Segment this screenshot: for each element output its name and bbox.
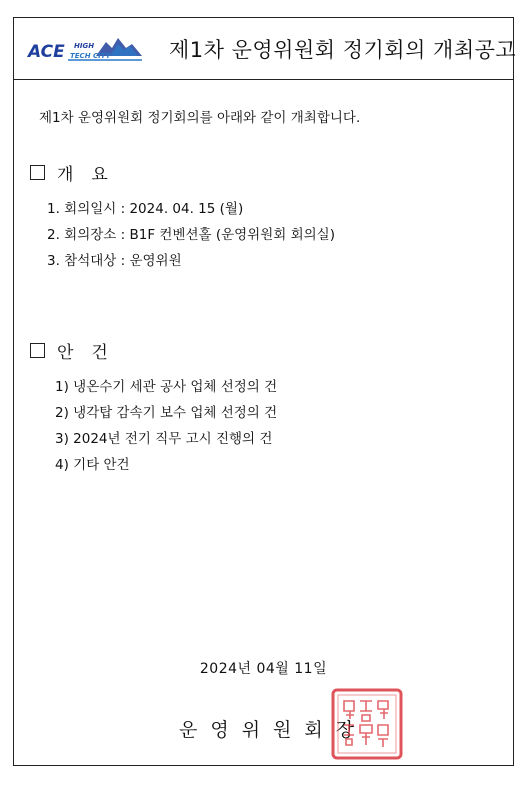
document-header — [14, 18, 517, 80]
checkbox-square-icon — [30, 165, 45, 180]
agenda-heading — [30, 338, 126, 363]
official-seal-stamp — [330, 687, 404, 761]
list-item: 1) 냉온수기 세관 공사 업체 선정의 건 — [55, 379, 278, 395]
signer-name: 운영위원회장 — [179, 719, 368, 741]
list-item: 3. 참석대상 : 운영위원 — [47, 253, 182, 269]
agenda-list — [55, 374, 277, 478]
list-item: 2. 회의장소 : B1F 컨벤션홀 (운영위원회 회의실) — [47, 227, 335, 243]
ace-high-tech-city-logo — [26, 34, 146, 64]
document-frame — [13, 17, 517, 766]
list-item: 2) 냉각탑 감속기 보수 업체 선정의 건 — [55, 405, 278, 421]
list-item: 3) 2024년 전기 직무 고시 진행의 건 — [55, 431, 273, 447]
svg-text:HIGH: HIGH — [74, 42, 95, 50]
announcement-date: 2024년 04월 11일 — [199, 661, 328, 677]
overview-list — [47, 196, 335, 274]
overview-heading — [30, 160, 126, 185]
list-item: 4) 기타 안건 — [55, 457, 130, 473]
svg-text:ACE: ACE — [28, 42, 65, 62]
list-item: 1. 회의일시 : 2024. 04. 15 (월) — [47, 201, 244, 217]
intro-text: 제1차 운영위원회 정기회의를 아래와 같이 개최합니다. — [39, 110, 361, 126]
svg-text:TECH CITY: TECH CITY — [70, 52, 111, 60]
overview-heading-label: 개요 — [57, 165, 126, 185]
agenda-heading-label: 안건 — [57, 343, 126, 363]
checkbox-square-icon — [30, 343, 45, 358]
document-title: 제1차 운영위원회 정기회의 개최공고 — [169, 38, 517, 62]
